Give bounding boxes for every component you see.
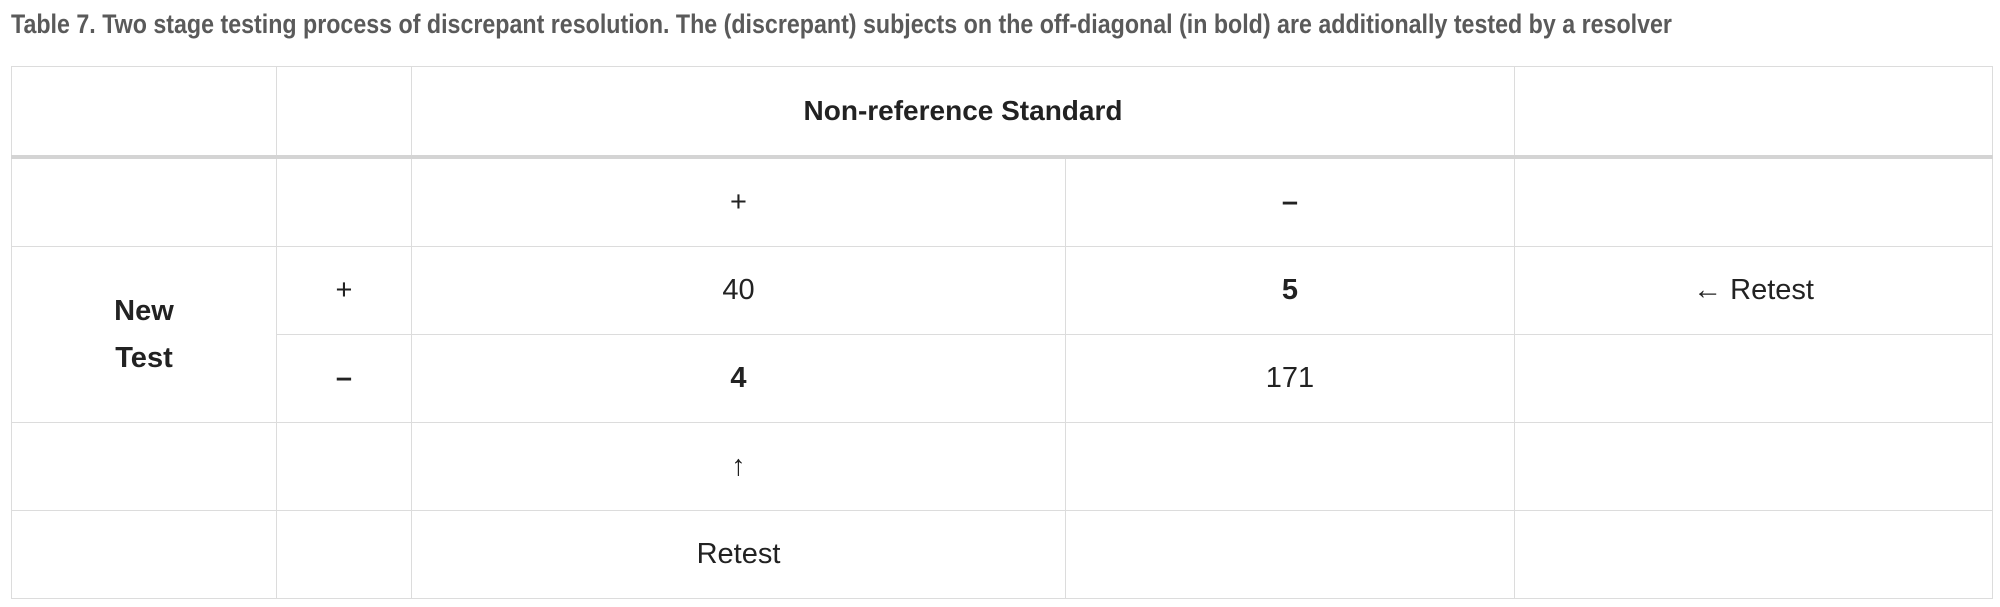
empty-cell [12, 157, 277, 247]
new-test-row-label [12, 247, 277, 423]
bottom-retest-label: Retest [412, 511, 1066, 599]
empty-cell [1515, 335, 1993, 423]
table-row [12, 423, 1993, 511]
empty-cell [1515, 157, 1993, 247]
table-row [12, 157, 1993, 247]
empty-cell [277, 423, 412, 511]
non-reference-standard-header: Non-reference Standard [412, 67, 1515, 158]
cell-positive-negative: 5 [1066, 247, 1515, 335]
cell-negative-negative: 171 [1066, 335, 1515, 423]
right-retest-label: ← Retest [1515, 247, 1993, 335]
empty-cell [277, 157, 412, 247]
empty-cell [12, 423, 277, 511]
empty-cell [1515, 423, 1993, 511]
new-test-label-text: New Test [114, 295, 174, 374]
empty-cell [12, 67, 277, 158]
table-row [12, 511, 1993, 599]
table-row [12, 247, 1993, 335]
row-positive-label: + [277, 247, 412, 335]
column-positive-label: + [412, 157, 1066, 247]
empty-cell [277, 67, 412, 158]
table-row [12, 335, 1993, 423]
empty-cell [1515, 67, 1993, 158]
empty-cell [1515, 511, 1993, 599]
empty-cell [12, 511, 277, 599]
empty-cell [277, 511, 412, 599]
cell-positive-positive: 40 [412, 247, 1066, 335]
row-negative-label: – [277, 335, 412, 423]
empty-cell [1066, 511, 1515, 599]
empty-cell [1066, 423, 1515, 511]
table-row [12, 67, 1993, 158]
column-negative-label: – [1066, 157, 1515, 247]
cell-negative-positive: 4 [412, 335, 1066, 423]
up-arrow-icon: ↑ [412, 423, 1066, 511]
table-caption: Table 7. Two stage testing process of discrepant resolution. The (discrepant) subjects on the off-diagonal (in bold) are additionally tested by a resolver [11, 9, 1672, 39]
discrepant-resolution-table [11, 66, 1993, 599]
